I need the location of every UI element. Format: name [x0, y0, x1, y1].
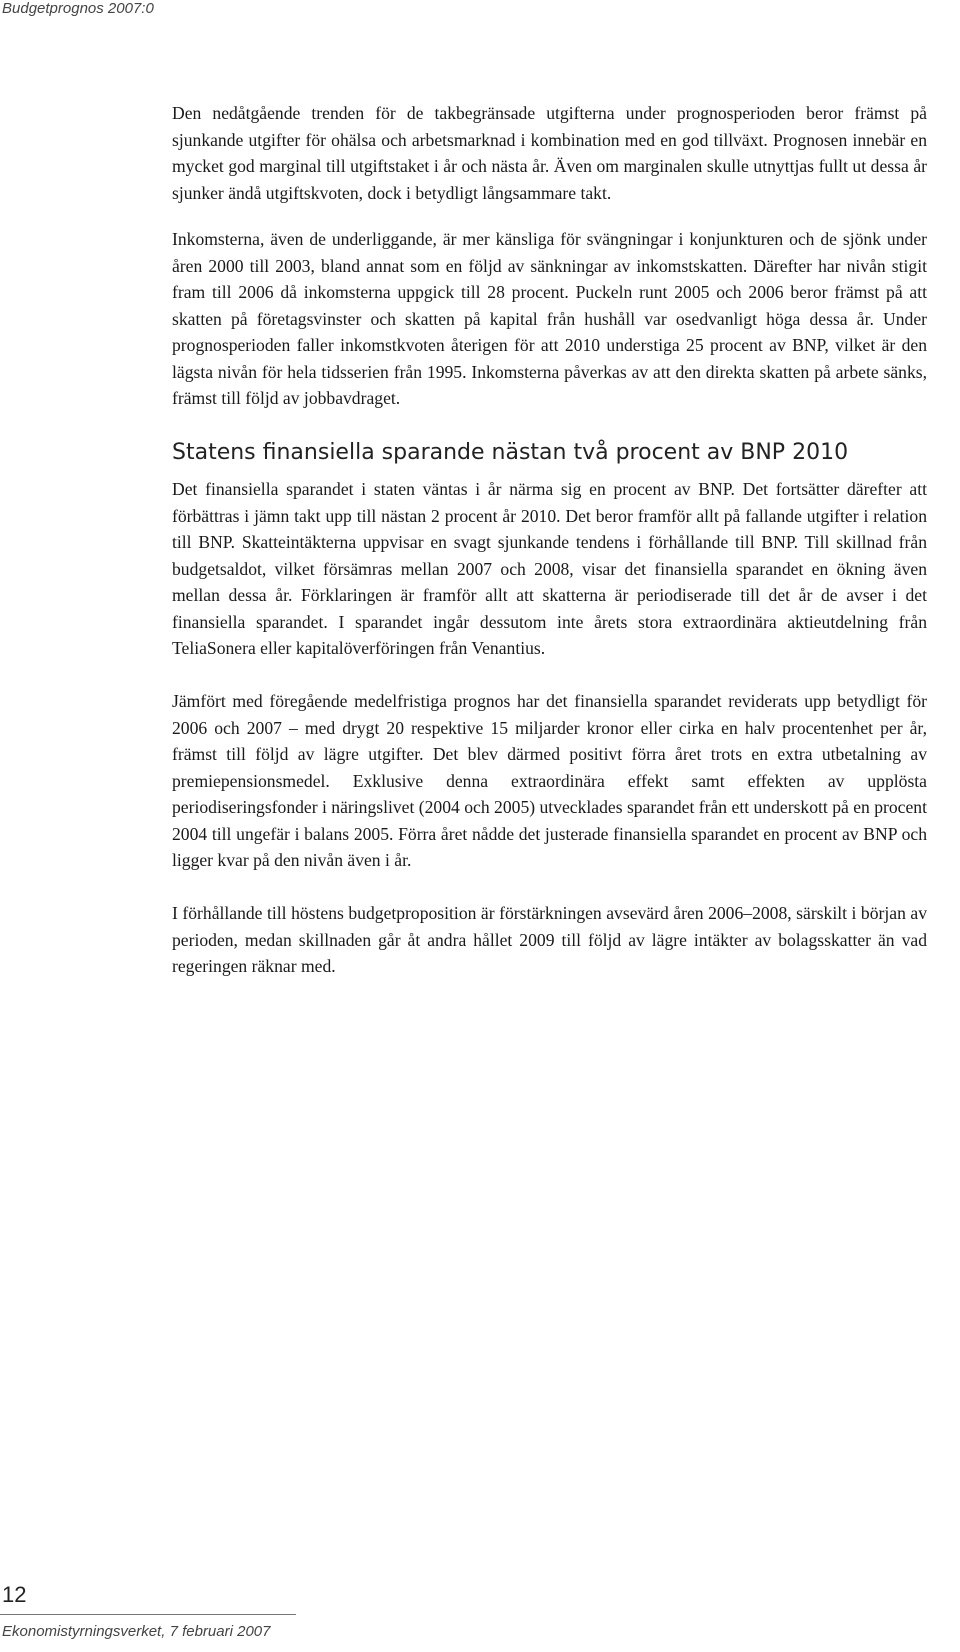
- paragraph-inkomster: Inkomsterna, även de underliggande, är mer känsliga för svängningar i konjunkturen och de sjönk under åren 2000 till 2003, bland annat som en följd av sänkningar av inkomstskatten. Därefter har nivån stigit fram till 2006 då inkomsterna uppgick till 28 procent. Puckeln runt 2005 och 2006 beror främst på att skatten på företagsvinster och skatten på kapital från hushåll var osedvanligt höga dessa år. Under prognosperioden faller inkomstkvoten återigen för att 2010 understiga 25 procent av BNP, vilket är den lägsta nivån för hela tidsserien från 1995. Inkomsterna påverkas av att den direkta skatten på arbete sänks, främst till följd av jobbavdraget.: [172, 229, 927, 408]
- section-heading: Statens finansiella sparande nästan två procent av BNP 2010: [172, 440, 849, 465]
- paragraph-utgifter-trend: Den nedåtgående trenden för de takbegränsade utgifterna under prognosperioden beror främst på sjunkande utgifter för ohälsa och arbetsmarknad i kombination med en god tillväxt. Prognosen innebär en mycket god marginal till utgiftstaket i år och nästa år. Även om marginalen skulle utnyttjas fullt ut dessa år sjunker ändå utgiftskvoten, dock i betydligt långsammare takt.: [172, 103, 927, 203]
- page-number: 12: [2, 1582, 27, 1607]
- paragraph-revidering: Jämfört med föregående medelfristiga prognos har det finansiella sparandet reviderats upp betydligt för 2006 och 2007 – med drygt 20 respektive 15 miljarder kronor eller cirka en halv procentenhet per år, främst till följd av lägre utgifter. Det blev därmed positivt förra året trots en extra utbetalning av premiepensionsmedel. Exklusive denna extraordinära effekt samt effekten av upplösta periodiseringsfonder i näringslivet (2004 och 2005) utvecklades sparandet från ett underskott på en procent 2004 till ungefär i balans 2005. Förra året nådde det justerade finansiella sparandet en procent av BNP och ligger kvar på den nivån även i år.: [172, 691, 927, 870]
- running-header-title: Budgetprognos 2007:0: [2, 0, 154, 17]
- document-body: [172, 100, 927, 1006]
- footer-publisher-date: Ekonomistyrningsverket, 7 februari 2007: [2, 1623, 271, 1640]
- paragraph-finansiellt-sparande: Det finansiella sparandet i staten väntas i år närma sig en procent av BNP. Det fortsätter därefter att förbättras i jämn takt upp till nästan 2 procent år 2010. Det beror framför allt på fallande utgifter i relation till BNP. Skatteintäkterna uppvisar en svagt sjunkande tendens i förhållande till BNP. Till skillnad från budgetsaldot, vilket försämras mellan 2007 och 2008, visar det finansiella sparandet en ökning även mellan dessa år. Förklaringen är framför allt att skatterna är periodiserade till det år de avser i det finansiella sparandet. I sparandet ingår dessutom inte årets stora extraordinära aktieutdelning från TeliaSonera eller kapitalöverföringen från Venantius.: [172, 479, 927, 658]
- paragraph-budgetproposition: I förhållande till höstens budgetproposition är förstärkningen avsevärd åren 2006–2008, särskilt i början av perioden, medan skillnaden går åt andra hållet 2009 till följd av lägre intäkter av bolagsskatter än vad regeringen räknar med.: [172, 903, 927, 976]
- footer-divider: [0, 1614, 296, 1615]
